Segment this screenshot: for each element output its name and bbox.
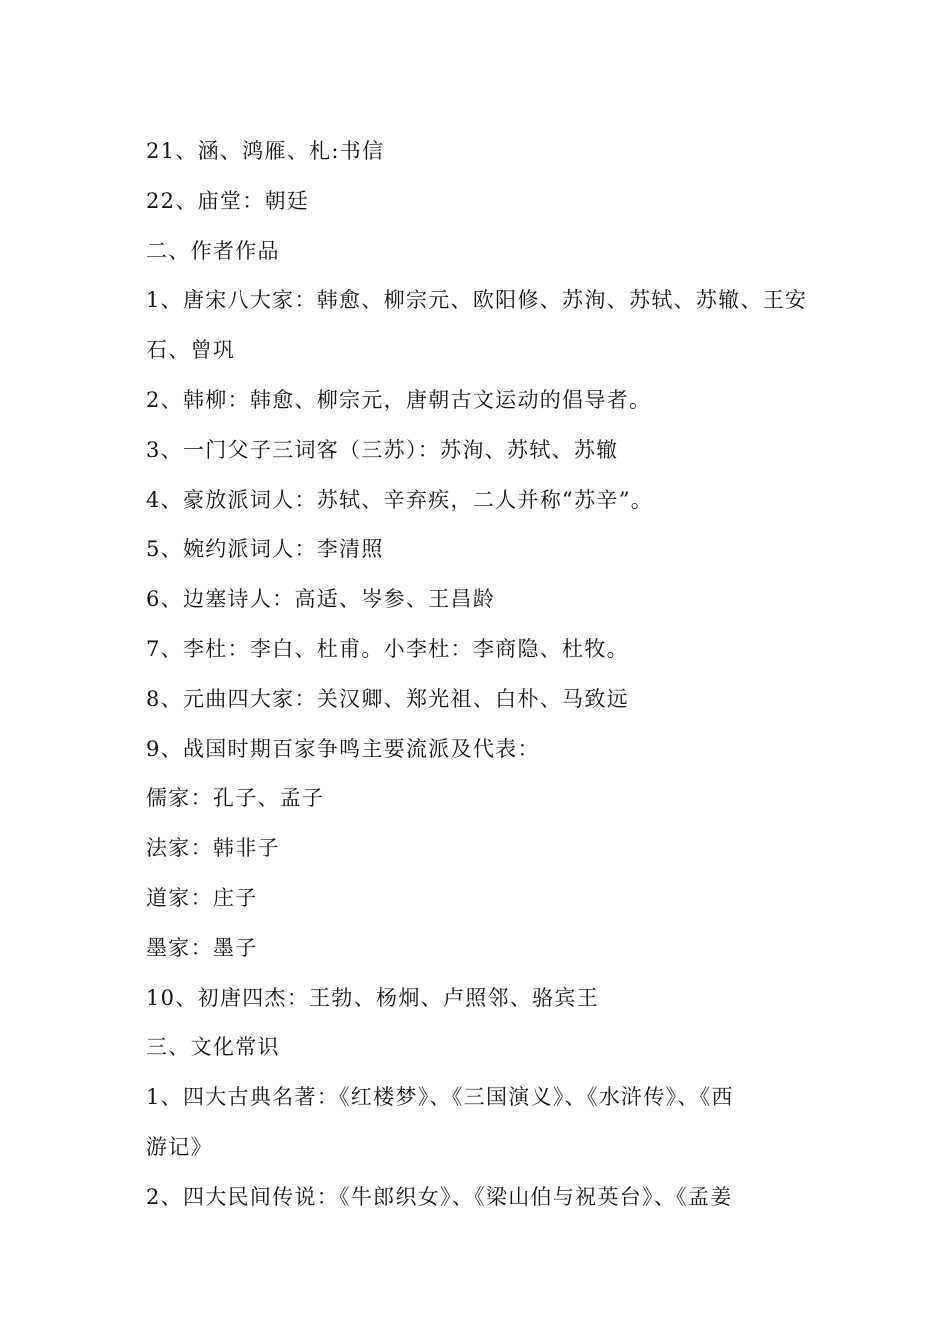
text-line: 1、四大古典名著：《红楼梦》、《三国演义》、《水浒传》、《西 — [146, 1085, 734, 1110]
text-line: 石、曾巩 — [146, 338, 236, 363]
text-line: 9、战国时期百家争鸣主要流派及代表： — [146, 736, 540, 761]
text-line: 墨家：墨子 — [146, 935, 258, 960]
text-line: 10、初唐四杰：王勃、杨炯、卢照邻、骆宾王 — [146, 985, 600, 1010]
text-line: 21、涵、鸿雁、札:书信 — [146, 139, 385, 163]
text-line: 1、唐宋八大家：韩愈、柳宗元、欧阳修、苏洵、苏轼、苏辙、王安 — [146, 288, 808, 313]
text-line: 2、四大民间传说：《牛郎织女》、《梁山伯与祝英台》、《孟姜 — [146, 1184, 733, 1209]
text-line: 3、一门父子三词客（三苏）：苏洵、苏轼、苏辙 — [146, 437, 619, 462]
text-line: 道家：庄子 — [146, 885, 258, 910]
text-line: 22、庙堂：朝廷 — [146, 188, 310, 213]
text-line: 游记》 — [146, 1134, 213, 1159]
text-line: 4、豪放派词人：苏轼、辛弃疾，二人并称“苏辛”。 — [146, 487, 654, 512]
text-line: 2、韩柳：韩愈、柳宗元，唐朝古文运动的倡导者。 — [146, 387, 652, 412]
section-heading: 三、文化常识 — [146, 1035, 280, 1060]
text-line: 7、李杜：李白、杜甫。小李杜：李商隐、杜牧。 — [146, 636, 629, 661]
text-line: 8、元曲四大家：关汉卿、郑光祖、白朴、马致远 — [146, 686, 629, 711]
text-line: 6、边塞诗人：高适、岑参、王昌龄 — [146, 587, 496, 612]
document-body — [146, 131, 826, 1227]
section-heading: 二、作者作品 — [146, 238, 280, 263]
text-line: 法家：韩非子 — [146, 836, 280, 861]
text-line: 儒家：孔子、孟子 — [146, 786, 325, 811]
text-line: 5、婉约派词人：李清照 — [146, 537, 384, 562]
